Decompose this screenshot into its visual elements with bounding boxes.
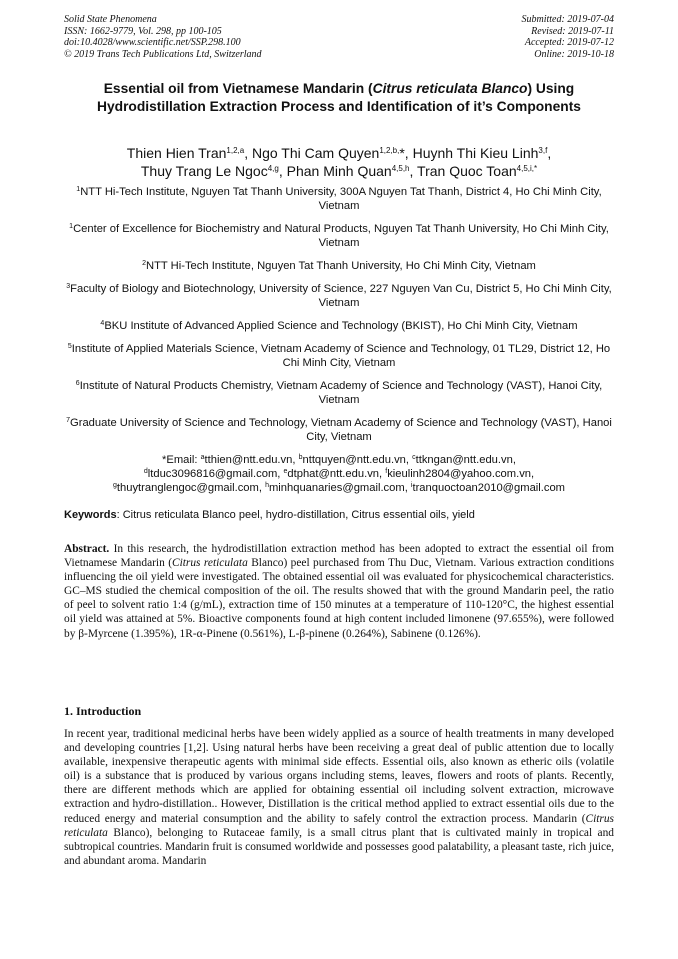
issn-line: ISSN: 1662-9779, Vol. 298, pp 100-105 xyxy=(64,25,222,37)
abstract-label: Abstract. xyxy=(64,543,110,555)
keywords xyxy=(64,508,614,522)
affiliation-item: $^6$Institute of Natural Products Chemistry, Vietnam Academy of Science and Technology (VAST), Hanoi City, Vietnam xyxy=(75,380,603,406)
online-date: Online: 2019-10-18 xyxy=(534,48,614,60)
keywords-label: Keywords xyxy=(64,509,117,521)
email-line: $^d$ltduc3096816@gmail.com, $^e$dtphat@ntt.edu.vn, $^f$kieulinh2804@yahoo.com.vn, xyxy=(143,468,535,480)
affiliation-item: $^7$Graduate University of Science and Technology, Vietnam Academy of Science and Technology (VAST), Hanoi City, Vietnam xyxy=(66,417,612,443)
affiliation-item: $^1$NTT Hi-Tech Institute, Nguyen Tat Thanh University, 300A Nguyen Tat Thanh, District 4, Ho Chi Minh City, Vietnam xyxy=(76,186,602,212)
submitted-date: Submitted: 2019-07-04 xyxy=(521,14,614,25)
abstract: Abstract. In this research, the hydrodistillation extraction method has been adopted to extract the essential oil from Vietnamese Mandarin (Citrus reticulata Blanco) peel purchased from Thu Duc, Vietnam. Various extraction conditions influencing the oil yield were investigated. The obtained essential oil was evaluated for physicochemical characteristics. GC–MS studied the chemical composition of the oil. The results showed that with the ground Mandarin peel, the ratio of peel to solvent ratio 1:4 (g/mL), extraction time of 150 minutes at a temperature of 110-120°C, the highest essential oil yield was attained at 5%. Bioactive components found at high content included limonene (97.655%), were followed by β-Myrcene (1.395%), 1R-α-Pinene (0.561%), L-β-pinene (0.264%), Sabinene (0.126%). xyxy=(64,543,615,640)
author: Thien Hien Tran$^{1,2,a}$, xyxy=(126,145,252,161)
affiliation-item: $^5$Institute of Applied Materials Science, Vietnam Academy of Science and Technology, 01 TL29, District 12, Ho Chi Minh City, Vietnam xyxy=(67,343,611,369)
introduction-text: In recent year, traditional medicinal herbs have been widely applied as a source of health treatments in many developed and developing countries [1,2]. Using natural herbs have been receiving a great deal of public attention due to locally available, inexpensive therapeutic agents with minimal side effects. Essential oils, also known as etheric oils (volatile oil) is a substance that is produced by various organs including stems, leaves, flowers and roots of plants. Recently, there are different methods which are applied for obtaining essential oil including solvent extraction, microwave extraction and hydro-distillation.. However, Distillation is the critical method applied to extract essential oils due to the reduced energy and material consumption and the ability to safely control the extraction process. Mandarin (Citrus reticulata Blanco), belonging to Rutaceae family, is a small citrus plant that is cultivated mainly in tropical and subtropical countries. Mandarin fruit is consumed worldwide and possesses good palatability, a pleasant taste, rich juice, and abundant aroma. Mandarin xyxy=(64,728,614,867)
email-link[interactable]: minhquanaries@gmail.com, xyxy=(268,482,411,494)
journal-name: Solid State Phenomena xyxy=(64,14,157,25)
email-link[interactable]: kieulinh2804@yahoo.com.vn, xyxy=(387,468,535,480)
email-link[interactable]: dtphat@ntt.edu.vn, xyxy=(287,468,386,480)
email-link[interactable]: ttkngan@ntt.edu.vn, xyxy=(415,454,516,466)
affiliation-item: $^3$Faculty of Biology and Biotechnology, University of Science, 227 Nguyen Van Cu, District 5, Ho Chi Minh City, Vietnam xyxy=(66,283,612,309)
paper-title: Essential oil from Vietnamese Mandarin (Citrus reticulata Blanco) Using Hydrodistillation Extraction Process and Identification of it’s Components xyxy=(97,81,581,114)
email-line: *Email: $^a$tthien@ntt.edu.vn, $^b$nttquyen@ntt.edu.vn, $^c$ttkngan@ntt.edu.vn, xyxy=(162,454,516,466)
email-link[interactable]: tranquoctoan2010@gmail.com xyxy=(412,482,566,494)
email-list xyxy=(60,453,618,495)
accepted-date: Accepted: 2019-07-12 xyxy=(524,37,614,48)
author: Huynh Thi Kieu Linh$^{3,f}$, xyxy=(412,145,552,161)
affiliation-item: $^4$BKU Institute of Advanced Applied Science and Technology (BKIST), Ho Chi Minh City, Vietnam xyxy=(100,320,578,332)
affiliations xyxy=(60,185,618,495)
email-link[interactable]: nttquyen@ntt.edu.vn, xyxy=(302,454,413,466)
section-heading: 1. Introduction xyxy=(64,704,142,718)
revised-date: Revised: 2019-07-11 xyxy=(531,25,614,37)
author-list xyxy=(48,144,630,180)
copyright-line: © 2019 Trans Tech Publications Ltd, Switzerland xyxy=(64,48,262,60)
author: Tran Quoc Toan$^{4,5,i,*}$ xyxy=(417,163,538,179)
affiliation-item: $^2$NTT Hi-Tech Institute, Nguyen Tat Thanh University, Ho Chi Minh City, Vietnam xyxy=(142,260,536,272)
doi-line: doi:10.4028/www.scientific.net/SSP.298.100 xyxy=(64,37,241,48)
author: Thuy Trang Le Ngoc$^{4,g}$, xyxy=(140,163,287,179)
publication-dates xyxy=(522,14,615,60)
keywords-text: : Citrus reticulata Blanco peel, hydro-distillation, Citrus essential oils, yield xyxy=(116,509,475,521)
email-line: $^g$thuytranglengoc@gmail.com, $^h$minhquanaries@gmail.com, $^i$tranquoctoan2010@gmail.com xyxy=(112,482,566,494)
author: Ngo Thi Cam Quyen$^{1,2,b,}$*, xyxy=(251,145,413,161)
author: Phan Minh Quan$^{4,5,h}$, xyxy=(286,163,418,179)
affiliation-item: $^1$Center of Excellence for Biochemistry and Natural Products, Nguyen Tat Thanh University, Ho Chi Minh City, Vietnam xyxy=(69,223,609,249)
journal-info xyxy=(64,14,262,60)
email-link[interactable]: ltduc3096816@gmail.com, xyxy=(147,468,284,480)
email-link[interactable]: tthien@ntt.edu.vn, xyxy=(204,454,299,466)
email-link[interactable]: thuytranglengoc@gmail.com, xyxy=(116,482,266,494)
